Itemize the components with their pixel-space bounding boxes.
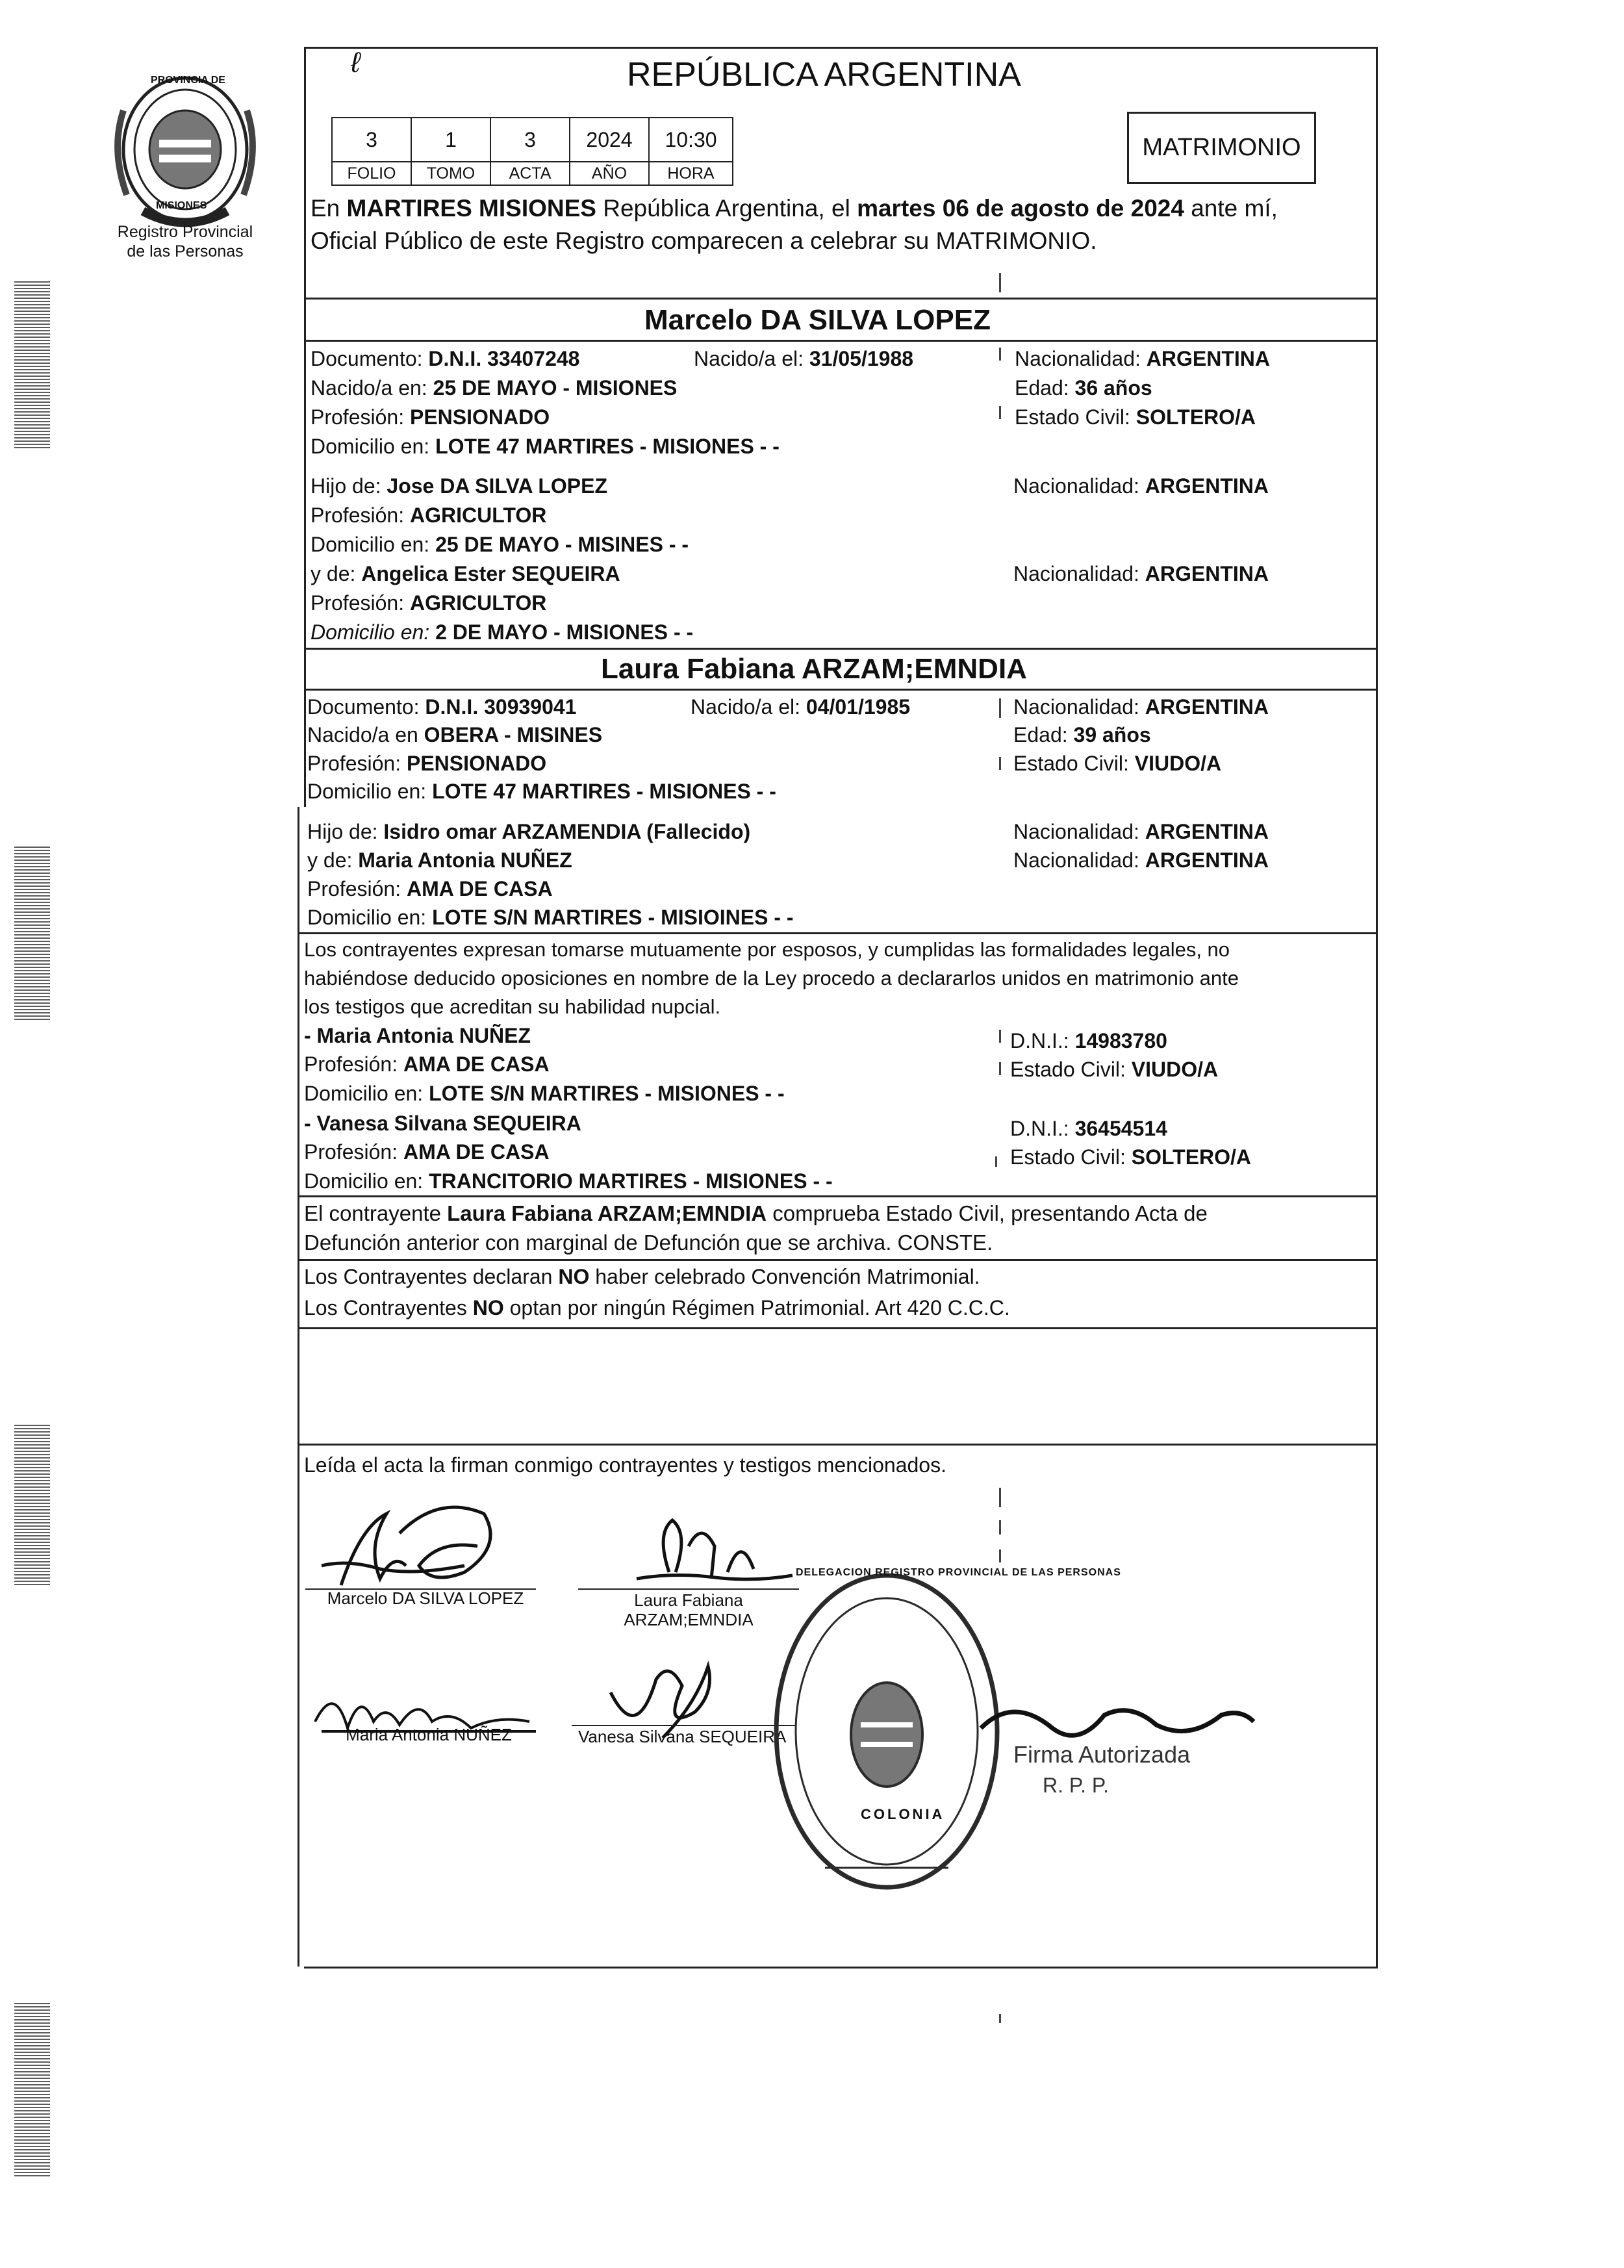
- divider: [304, 648, 1376, 650]
- bride-profession: PENSIONADO: [406, 752, 547, 775]
- groom-born-row: [694, 347, 913, 371]
- divider: [298, 1259, 1376, 1261]
- logo-caption: [91, 222, 279, 261]
- declaration-line1: Los contrayentes expresan tomarse mutuamente por esposos, y cumplidas las formalidades legales, no: [304, 938, 1230, 961]
- bride-prof-row: [307, 752, 546, 776]
- year-value: 2024: [570, 118, 650, 161]
- declaration-line3: los testigos que acreditan su habilidad nupcial.: [304, 995, 721, 1018]
- prof-label: Profesión:: [307, 877, 401, 900]
- witness1-dni-row: [1010, 1029, 1167, 1053]
- scan-artifact: [14, 845, 50, 1020]
- groom-nat-row: [1015, 347, 1270, 371]
- bride-mother-profession: AMA DE CASA: [406, 877, 553, 900]
- age-label: Edad:: [1013, 723, 1068, 746]
- intro-place: MARTIRES MISIONES: [346, 195, 596, 222]
- regime-line: [304, 1296, 1010, 1320]
- bride-signature-name: [578, 1590, 799, 1629]
- groom-father-address: 25 DE MAYO - MISINES - -: [435, 533, 689, 556]
- civil-proof-line2: Defunción anterior con marginal de Defunción que se archiva. CONSTE.: [304, 1230, 993, 1255]
- groom-father-row: [311, 474, 607, 498]
- divider: [304, 298, 1376, 299]
- bride-age: 39 años: [1073, 723, 1151, 746]
- groom-nationality: ARGENTINA: [1146, 347, 1271, 370]
- groom-profession: PENSIONADO: [409, 405, 550, 429]
- groom-address: LOTE 47 MARTIRES - MISIONES - -: [435, 435, 780, 458]
- logo-caption-line1: Registro Provincial: [117, 223, 253, 241]
- groom-mother-prof-row: [311, 591, 546, 615]
- groom-birthdate: 31/05/1988: [809, 347, 914, 370]
- civil-proof-line1: [304, 1201, 1208, 1226]
- bride-signature-line2: ARZAM;EMNDIA: [624, 1610, 754, 1629]
- prof-label: Profesión:: [311, 503, 405, 527]
- birthplace-label: Nacido/a en: [307, 723, 418, 746]
- groom-civil-status: SOLTERO/A: [1136, 405, 1256, 429]
- bride-mother-nationality: ARGENTINA: [1145, 848, 1269, 872]
- father-label: Hijo de:: [307, 820, 378, 843]
- regime-text: Los Contrayentes: [304, 1296, 467, 1319]
- born-label: Nacido/a el:: [691, 695, 800, 719]
- frame-left-bottom: [298, 807, 299, 1967]
- groom-mother-nat-row: [1013, 562, 1269, 586]
- bride-mother-name: Maria Antonia NUÑEZ: [358, 848, 572, 872]
- acta-value: 3: [491, 118, 570, 161]
- bride-civil-status: VIUDO/A: [1134, 752, 1222, 775]
- dni-label: D.N.I.:: [1010, 1117, 1069, 1140]
- prof-label: Profesión:: [311, 405, 405, 429]
- tick-mark: [999, 1030, 1001, 1043]
- witness2-address: TRANCITORIO MARTIRES - MISIONES - -: [429, 1169, 833, 1193]
- convention-line: [304, 1265, 980, 1289]
- groom-father-profession: AGRICULTOR: [409, 503, 547, 527]
- registry-table: [331, 117, 733, 186]
- bride-father-name: Isidro omar ARZAMENDIA (Fallecido): [383, 820, 751, 843]
- tick-mark: [999, 2014, 1001, 2023]
- regime-no: NO: [472, 1296, 504, 1319]
- divider: [298, 932, 1376, 934]
- dom-label: Domicilio en:: [304, 1169, 424, 1193]
- civil-proof-text: comprueba Estado Civil, presentando Acta de: [772, 1201, 1208, 1225]
- groom-mother-address: 2 DE MAYO - MISIONES - -: [435, 620, 694, 644]
- witness1-name: - Maria Antonia NUÑEZ: [304, 1024, 531, 1047]
- stamp-ring-text: DELEGACION REGISTRO PROVINCIAL DE LAS PERSONAS: [796, 1567, 1121, 1578]
- stamp-inner-text: COLONIA: [861, 1806, 945, 1822]
- groom-prof-row: [311, 405, 550, 429]
- tick-mark: [999, 1488, 1001, 1507]
- bride-born-row: [691, 695, 910, 719]
- handwritten-mark: ℓ: [351, 47, 361, 79]
- hour-label: HORA: [650, 161, 732, 185]
- tick-mark: [995, 1156, 997, 1167]
- mother-label: y de:: [311, 562, 356, 585]
- convention-no: NO: [558, 1265, 590, 1288]
- witness1-dom-row: [304, 1082, 785, 1106]
- closing-text: Leída el acta la firman conmigo contrayentes y testigos mencionados.: [304, 1453, 946, 1477]
- groom-birthplace: 25 DE MAYO - MISIONES: [433, 376, 678, 400]
- dom-label: Domicilio en:: [311, 533, 430, 556]
- divider: [298, 1444, 1376, 1446]
- groom-doc-row: [311, 347, 579, 371]
- witness1-address: LOTE S/N MARTIRES - MISIONES - -: [429, 1082, 785, 1105]
- tick-mark: [999, 273, 1001, 292]
- tick-mark: [999, 406, 1001, 419]
- nat-label: Nacionalidad:: [1013, 820, 1139, 843]
- groom-age: 36 años: [1074, 376, 1152, 400]
- intro-en: En: [311, 195, 340, 222]
- declaration: [304, 936, 1239, 1021]
- tick-mark: [999, 1062, 1001, 1075]
- acta-label: ACTA: [491, 161, 570, 185]
- witness2-dni-row: [1010, 1117, 1167, 1141]
- groom-mother-profession: AGRICULTOR: [409, 591, 547, 615]
- dom-label: Domicilio en:: [311, 435, 430, 458]
- groom-father-nationality: ARGENTINA: [1145, 474, 1269, 498]
- auth-label: Firma Autorizada: [1013, 1741, 1191, 1768]
- act-type-box: [1127, 112, 1316, 184]
- divider: [304, 689, 1376, 691]
- scan-artifact: [14, 279, 50, 448]
- bride-mother-row: [307, 848, 572, 873]
- tomo-label: TOMO: [412, 161, 491, 185]
- bride-nat-row: [1013, 695, 1269, 719]
- groom-age-row: [1015, 376, 1152, 400]
- civil-proof-name: Laura Fabiana ARZAM;EMNDIA: [447, 1201, 767, 1225]
- convention-text: Los Contrayentes declaran: [304, 1265, 553, 1288]
- groom-signature: [309, 1488, 542, 1598]
- intro-date: martes 06 de agosto de 2024: [857, 195, 1184, 222]
- signature-line: [572, 1725, 796, 1726]
- year-label: AÑO: [570, 161, 650, 185]
- civil-label: Estado Civil:: [1010, 1145, 1126, 1169]
- groom-mother-name: Angelica Ester SEQUEIRA: [361, 562, 620, 585]
- bride-birthplace: OBERA - MISINES: [424, 723, 603, 746]
- declaration-line2: habiéndose deducido oposiciones en nombre de la Ley procedo a declararlos unidos en matrimonio ante: [304, 967, 1239, 989]
- doc-label: Documento:: [307, 695, 420, 719]
- bride-mother-prof-row: [307, 877, 553, 901]
- witness1-prof-row: [304, 1052, 550, 1077]
- hour-value: 10:30: [665, 128, 717, 151]
- frame-left-top: [304, 47, 306, 807]
- birthplace-label: Nacido/a en:: [311, 376, 427, 400]
- dni-label: D.N.I.:: [1010, 1029, 1069, 1052]
- groom-father-prof-row: [311, 503, 546, 528]
- bride-civil-row: [1013, 752, 1221, 776]
- doc-label: Documento:: [311, 347, 423, 370]
- witness1-profession: AMA DE CASA: [403, 1052, 550, 1076]
- tick-mark: [999, 698, 1001, 718]
- father-label: Hijo de:: [311, 474, 381, 498]
- witness2-profession: AMA DE CASA: [403, 1140, 550, 1164]
- civil-proof-text: El contrayente: [304, 1201, 441, 1225]
- nat-label: Nacionalidad:: [1013, 695, 1139, 719]
- groom-mother-nationality: ARGENTINA: [1145, 562, 1269, 585]
- signature-line: [578, 1588, 799, 1590]
- logo-seal-top: PROVINCIA DE: [151, 75, 225, 86]
- groom-mother-row: [311, 562, 620, 586]
- logo-seal-bottom: MISIONES: [156, 200, 207, 211]
- tick-mark: [999, 1520, 1001, 1535]
- groom-signature-name: Marcelo DA SILVA LOPEZ: [327, 1588, 524, 1608]
- witness2-civil-row: [1010, 1145, 1251, 1169]
- dom-label: Domicilio en:: [307, 906, 427, 929]
- groom-dom-row: [311, 435, 780, 459]
- intro-text2: ante mí,: [1191, 195, 1278, 222]
- bride-father-row: [307, 820, 750, 844]
- divider: [304, 340, 1376, 342]
- prof-label: Profesión:: [311, 591, 405, 615]
- scan-artifact: [14, 1423, 50, 1585]
- bride-birthplace-row: [307, 723, 602, 747]
- bride-father-nationality: ARGENTINA: [1145, 820, 1269, 843]
- tick-mark: [999, 1549, 1001, 1562]
- intro-line1: [311, 195, 1278, 222]
- civil-label: Estado Civil:: [1010, 1058, 1126, 1081]
- witness1-civil-status: VIUDO/A: [1131, 1058, 1219, 1081]
- witness2-civil-status: SOLTERO/A: [1131, 1145, 1252, 1169]
- witness1-dni: 14983780: [1074, 1029, 1167, 1052]
- dom-label: Domicilio en:: [311, 620, 430, 644]
- tomo-value: 1: [412, 118, 491, 161]
- auth-sub: R. P. P.: [1043, 1774, 1109, 1797]
- divider: [298, 1327, 1376, 1329]
- witness2-dni: 36454514: [1074, 1117, 1167, 1140]
- official-stamp: [767, 1562, 1007, 1900]
- groom-father-name: Jose DA SILVA LOPEZ: [387, 474, 607, 498]
- groom-dni: D.N.I. 33407248: [428, 347, 580, 370]
- folio-label: FOLIO: [333, 161, 412, 185]
- prof-label: Profesión:: [304, 1052, 398, 1076]
- bride-dom-row: [307, 780, 776, 804]
- groom-father-nat-row: [1013, 474, 1269, 498]
- folio-value: 3: [333, 118, 412, 161]
- bride-mother-address: LOTE S/N MARTIRES - MISIOINES - -: [432, 906, 794, 929]
- tick-mark: [999, 757, 1001, 770]
- groom-mother-dom-row: [311, 620, 693, 644]
- bride-address: LOTE 47 MARTIRES - MISIONES - -: [432, 780, 776, 803]
- age-label: Edad:: [1015, 376, 1069, 400]
- born-label: Nacido/a el:: [694, 347, 804, 370]
- bride-nationality: ARGENTINA: [1145, 695, 1269, 719]
- witness2-dom-row: [304, 1169, 833, 1193]
- convention-text: haber celebrado Convención Matrimonial.: [595, 1265, 980, 1288]
- civil-label: Estado Civil:: [1015, 405, 1130, 429]
- bride-doc-row: [307, 695, 576, 719]
- groom-birthplace-row: [311, 376, 677, 400]
- civil-label: Estado Civil:: [1013, 752, 1129, 775]
- dom-label: Domicilio en:: [307, 780, 427, 803]
- nat-label: Nacionalidad:: [1013, 562, 1139, 585]
- tick-mark: [999, 348, 1001, 361]
- witness1-civil-row: [1010, 1058, 1218, 1082]
- groom-name: Marcelo DA SILVA LOPEZ: [644, 304, 991, 336]
- scan-artifact: [14, 2001, 50, 2176]
- nat-label: Nacionalidad:: [1013, 474, 1139, 498]
- bride-signature-line1: Laura Fabiana: [634, 1590, 743, 1610]
- intro-line2: Oficial Público de este Registro comparecen a celebrar su MATRIMONIO.: [311, 227, 1097, 254]
- dom-label: Domicilio en:: [304, 1082, 424, 1105]
- regime-text: optan por ningún Régimen Patrimonial. Art 420 C.C.C.: [509, 1296, 1010, 1319]
- bride-age-row: [1013, 723, 1151, 747]
- bride-mother-dom-row: [307, 906, 794, 930]
- groom-civil-row: [1015, 405, 1256, 429]
- logo-caption-line2: de las Personas: [127, 242, 244, 261]
- bride-father-nat-row: [1013, 820, 1269, 844]
- intro-text1: República Argentina, el: [603, 195, 850, 222]
- page-title: REPÚBLICA ARGENTINA: [627, 56, 1021, 94]
- act-type: MATRIMONIO: [1142, 134, 1301, 161]
- divider: [298, 1195, 1376, 1197]
- bride-mother-nat-row: [1013, 848, 1269, 873]
- witness2-signature-name: Vanesa Silvana SEQUEIRA: [578, 1727, 787, 1746]
- nat-label: Nacionalidad:: [1015, 347, 1141, 370]
- witness2-name: - Vanesa Silvana SEQUEIRA: [304, 1112, 581, 1135]
- bride-name: Laura Fabiana ARZAM;EMNDIA: [601, 653, 1027, 685]
- witness1-signature-name: Maria Antonia NUÑEZ: [346, 1725, 512, 1744]
- prof-label: Profesión:: [307, 752, 401, 775]
- groom-father-dom-row: [311, 533, 689, 557]
- bride-dni: D.N.I. 30939041: [425, 695, 577, 719]
- witness2-prof-row: [304, 1140, 550, 1164]
- nat-label: Nacionalidad:: [1013, 848, 1139, 872]
- mother-label: y de:: [307, 848, 353, 872]
- bride-birthdate: 04/01/1985: [806, 695, 911, 719]
- prof-label: Profesión:: [304, 1140, 398, 1164]
